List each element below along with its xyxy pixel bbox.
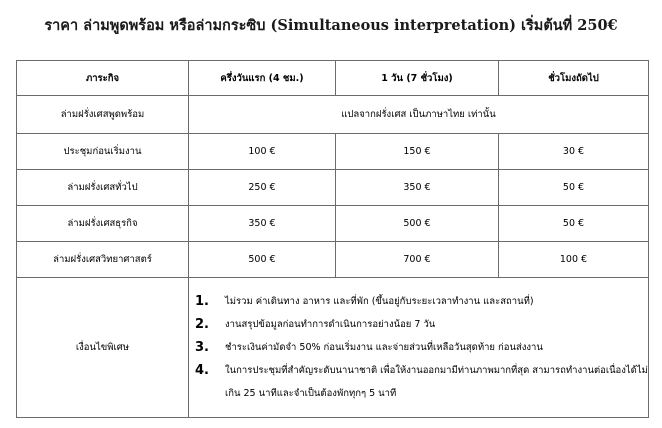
row-label: ล่ามฝรั่งเศสทั่วไป xyxy=(17,170,189,206)
service-row xyxy=(17,96,649,134)
row-label: ล่ามฝรั่งเศสธุรกิจ xyxy=(17,206,189,242)
conditions-list-cell xyxy=(189,278,649,418)
half-day-price: 250 € xyxy=(189,170,336,206)
conditions-list xyxy=(189,290,648,405)
table-row xyxy=(17,242,649,278)
condition-number: 4. xyxy=(195,363,209,378)
condition-number: 3. xyxy=(195,340,209,355)
header-row xyxy=(17,61,649,96)
half-day-price: 350 € xyxy=(189,206,336,242)
service-note: แปลจากฝรั่งเศส เป็นภาษาไทย เท่านั้น xyxy=(189,96,649,134)
next-hour-price: 30 € xyxy=(499,134,649,170)
service-label: ล่ามฝรั่งเศสพูดพร้อม xyxy=(17,96,189,134)
conditions-label: เงื่อนไขพิเศษ xyxy=(17,278,189,418)
condition-item xyxy=(195,336,648,359)
condition-item xyxy=(195,313,648,336)
full-day-price: 150 € xyxy=(336,134,499,170)
table-row xyxy=(17,170,649,206)
table-row xyxy=(17,134,649,170)
condition-text: ชำระเงินค่ามัดจำ 50% ก่อนเริ่มงาน และจ่ายส่วนที่เหลือวันสุดท้าย ก่อนส่งงาน xyxy=(225,342,543,353)
condition-number: 2. xyxy=(195,317,209,332)
condition-text: งานสรุปข้อมูลก่อนทำการดำเนินการอย่างน้อย 7 วัน xyxy=(225,319,436,330)
full-day-price: 700 € xyxy=(336,242,499,278)
half-day-price: 500 € xyxy=(189,242,336,278)
header-full-day: 1 วัน (7 ชั่วโมง) xyxy=(336,61,499,96)
price-table xyxy=(16,60,649,418)
row-label: ล่ามฝรั่งเศสวิทยาศาสตร์ xyxy=(17,242,189,278)
row-label: ประชุมก่อนเริ่มงาน xyxy=(17,134,189,170)
condition-text: ในการประชุมที่สำคัญระดับนานาชาติ เพื่อให้งานออกมามีท่านภาพมากที่สุด สามารถทำงานต่อเนื่องได้ไม่เกิน 25 นาทีและจำเป็นต้องพักทุกๆ 5 นาที xyxy=(225,365,648,399)
header-next-hour: ชั่วโมงถัดไป xyxy=(499,61,649,96)
header-half-day: ครึ่งวันแรก (4 ชม.) xyxy=(189,61,336,96)
condition-item xyxy=(195,359,648,405)
next-hour-price: 50 € xyxy=(499,206,649,242)
page-title: ราคา ล่ามพูดพร้อม หรือล่ามกระซิบ (Simultaneous interpretation) เริ่มต้นที่ 250€ xyxy=(44,17,618,34)
header-task: ภาระกิจ xyxy=(17,61,189,96)
table-row xyxy=(17,206,649,242)
full-day-price: 350 € xyxy=(336,170,499,206)
next-hour-price: 50 € xyxy=(499,170,649,206)
half-day-price: 100 € xyxy=(189,134,336,170)
next-hour-price: 100 € xyxy=(499,242,649,278)
full-day-price: 500 € xyxy=(336,206,499,242)
condition-item xyxy=(195,290,648,313)
condition-number: 1. xyxy=(195,294,209,309)
condition-text: ไม่รวม ค่าเดินทาง อาหาร และที่พัก (ขึ้นอยู่กับระยะเวลาทำงาน และสถานที่) xyxy=(225,296,534,307)
conditions-row xyxy=(17,278,649,418)
